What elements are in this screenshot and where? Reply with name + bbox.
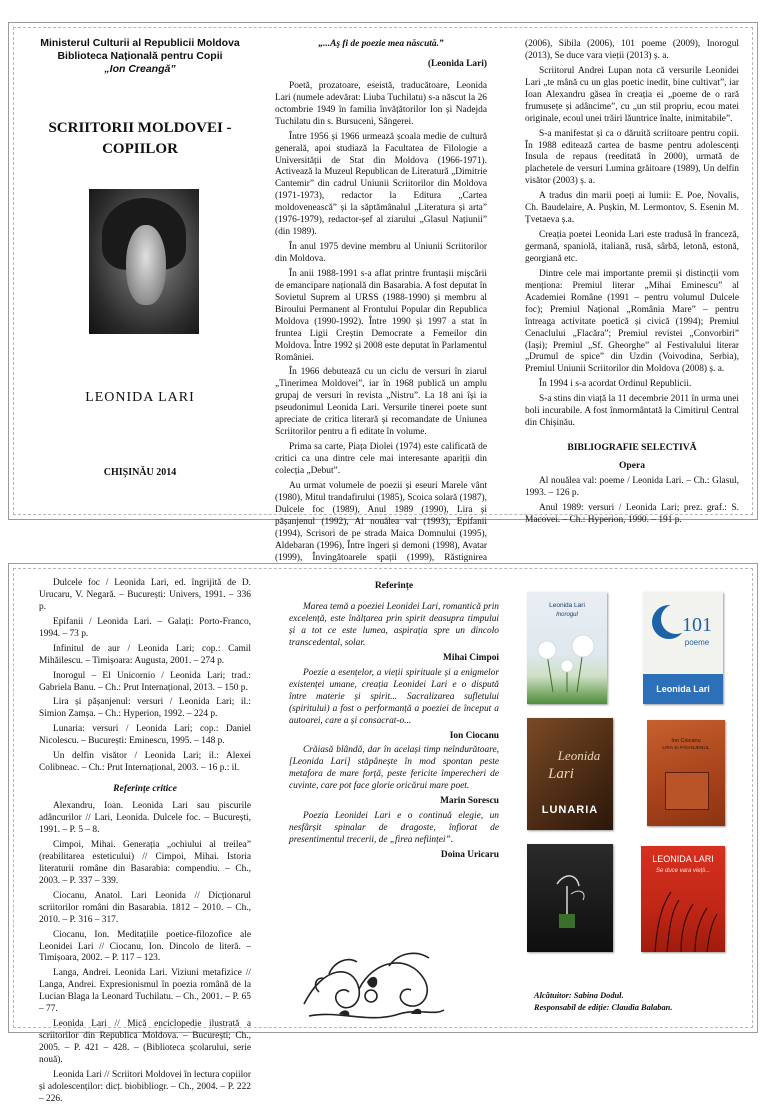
critic-name: Mihai Cimpoi: [443, 652, 499, 663]
series-title: [27, 118, 253, 159]
critical-reference: Ciocanu, Anatol. Lari Leonida // Dicționarul scriitorilor români din Basarabia. 1812 – 2010. – Ch., 2010. – P. 316 – 317.: [39, 890, 251, 925]
bio-paragraph: În 1966 debutează cu un ciclu de versuri în ziarul „Tinerimea Moldovei”, iar în 1968 publică un amplu grupaj de versuri în revista „Nistru”. La 18 ani își ia pseudonimul Leonida Lari. Versurile tinerei poete sunt apreciate de critica literară și recomandate de Uniunea Scriitorilor pentru a fi editate în volume.: [275, 367, 487, 438]
series-title-line2: COPIILOR: [102, 140, 178, 157]
reeds-icon: [641, 846, 725, 952]
bibliography-continued-panel: [39, 578, 251, 1104]
book-cover-se-duce-vara-vietii: [641, 846, 725, 952]
references-heading: Referințe: [374, 580, 414, 591]
author-name: LEONIDA LARI: [85, 390, 195, 405]
credits: [534, 990, 744, 1014]
bio-paragraph: În anul 1975 devine membru al Uniunii Scriitorilor din Moldova.: [275, 242, 487, 264]
critical-reference: Leonida Lari // Scriitori Moldovei în lectura copiilor și adolescenților: dicț. biobibliogr. – Ch., 2004. – P. 222 – 226.: [39, 1069, 251, 1104]
bio-paragraph: Creația poetei Leonida Lari este tradusă în franceză, germană, spaniolă, italiană, rusă, sârbă, letonă, estonă, georgiană etc.: [525, 230, 739, 264]
bibliography-entry: Anul 1989: versuri / Leonida Lari; prez. graf.: S. Macovei. – Ch.: Hyperion, 1990. – 191 p.: [525, 503, 739, 526]
brochure-outer-side: [8, 22, 758, 563]
critic-quote: Poezie a esențelor, a vieții spirituale și a enigmelor existenței umane, creația Leonidei Lari e o dispută între materie și spirit... Sacralizarea sufletului (spiritului) a fost o performanță a poeziei de început a autoarei, care a și consacrat-o...: [289, 667, 499, 726]
bio-paragraph: S-a manifestat și ca o dăruită scriitoare pentru copii. În 1988 editează cartea de basme pentru adolescenți Insula de repaus (reeditată în 2000), urmată de plachetele de versuri Lumina grăitoare (1989), Un delfin visător (2003) ș. a.: [525, 128, 739, 187]
critical-reference: Cimpoi, Mihai. Generația „ochiului al treilea” (reabilitarea esteticului) // Cimpoi, Mihai. Istoria literaturii române din Basarabia: compendiu. – Ch., 2003. – P. 337 – 339.: [39, 840, 251, 886]
critical-reference: Alexandru, Ioan. Leonida Lari sau piscurile adâncurilor // Lari, Leonida. Dulcele foc. – București, 1991. – P. 5 – 8.: [39, 801, 251, 836]
critic-quote: Poezia Leonidei Lari e o continuă elegie, un nesfârșit spinalar de dragoste, înfiorat de presentimentul trecerii, de „firea neființei”.: [289, 811, 499, 846]
book-cover-101-poeme: [643, 592, 723, 704]
cover-panel: [27, 37, 253, 507]
book-number: 101: [682, 614, 712, 636]
portrait-face: [126, 225, 166, 305]
bibliography-entry: Un delfin visător / Leonida Lari; il.: Alexei Colibneac. – Ch.: Prut Internațional, 2003. – 16 p.: il.: [39, 751, 251, 774]
book-cover-inorogul: [527, 592, 607, 704]
bio-paragraph: În 1994 i s-a acordat Ordinul Republicii.: [539, 379, 692, 390]
book-cover-lunaria: [527, 718, 613, 830]
book-title: poeme: [684, 638, 710, 647]
bio-paragraph: Poetă, prozatoare, eseistă, traducătoare, Leonida Lari (numele adevărat: Liuba Tuchilatu) s-a născut la 26 octombrie 1949 în familia învățătorilor Ion și Nadejda Tuchilatu din s. Bursuceni, Sângerei.: [275, 80, 487, 127]
book-title: LIRA ȘI PĂIANJENUL: [662, 746, 710, 751]
book-author: LEONIDA LARI: [652, 854, 714, 864]
critic-name: Marin Sorescu: [440, 796, 499, 807]
bio-paragraph: În anii 1988-1991 s-a aflat printre fruntașii mișcării de emancipare națională din Basarabia. A fost deputat în Sovietul Suprem al URSS (1988-1990) și membru al Biroului Permanent al Frontului Popular din Republica Moldova (1990-1992). Între 1990 și 1997 a stat în fruntea Ligii Creștin Democrate a Femeilor din Moldova. Între 1992 și 2008 este deputat în Parlamentul României.: [275, 268, 487, 363]
dandelion-icon: [527, 592, 607, 704]
author-portrait: [89, 189, 199, 334]
bio-paragraph: Între 1956 și 1966 urmează școala medie de cultură generală, apoi studiază la Facultatea de Filologie a Universității de Stat din Moldova (1966-1971). Activează la Muzeul Republican de Literatură „Dimitrie Cantemir” din cadrul Uniunii Scriitorilor din Moldova (1971-1973), redactor la Editura „Cartea moldovenească” și la săptămânalul „Literatura și arta” (1976-1979), redactor-șef al ziarului „Glasul Națiunii” (din 1989).: [275, 131, 487, 238]
opera-subheading: Opera: [618, 460, 646, 472]
critical-reference: Ciocanu, Ion. Meditațiile poetice-filozofice ale Leonidei Lari // Ciocanu, Ion. Dincolo de literă. – Timișoara, 2002. – P. 117 – 123.: [39, 929, 251, 964]
bio-paragraph: Au urmat volumele de poezii și eseuri Marele vânt (1980), Mitul trandafirului (1985), Scoica solară (1987), Dulcele foc (1989), Anul 1989 (1990), Lira și pășanjenul (1992), Al nouălea val (1993), Epifanii (1994), Scrisori de pe strada Maica Domnului (1995), Aldebaran (1996), Între îngeri și demoni (1998), Avatar (1999), Învingătoarele spații (1999), Răstignirea: [275, 480, 487, 563]
bibliography-entry: Lira și pășanjenul: versuri / Leonida Lari; il.: Simion Zamșa. – Ch.: Hyperion, 1992. – 224 p.: [39, 697, 251, 720]
book-title: LUNARIA: [541, 804, 599, 816]
book-author-surname: Lari: [548, 766, 574, 782]
sprout-icon: [527, 844, 613, 952]
bio-paragraph: A tradus din marii poeți ai lumii: E. Poe, Novalis, Ch. Baudelaire, A. Pușkin, M. Lermontov, S. Esenin M. Țvetaeva ș.a.: [525, 191, 739, 226]
city-year: CHIȘINĂU 2014: [103, 467, 177, 478]
critical-reference: Langa, Andrei. Leonida Lari. Viziuni metafizice // Langa, Andrei. Expresionismul în poezia română de la Lucian Blaga la Leonard Tuchilatu. – Ch., 2001. – P. 65 – 77.: [39, 968, 251, 1015]
series-title-line1: SCRIITORII MOLDOVEI -: [48, 120, 232, 137]
bibliography-entry: Inorogul – El Unicornio / Leonida Lari; trad.: Gabriela Banu. – Ch.: Prut Internațional, 2013. – 150 p.: [39, 670, 251, 693]
floral-ornament-icon: [299, 944, 449, 1026]
critical-reference: Leonida Lari // Mică enciclopedie ilustrată a scriitorilor din Republica Moldova. – București; Ch., 2005. – P. 421 – 428. – (Biblioteca școlarului, serie nouă).: [39, 1019, 251, 1065]
epigraph: „...Aş fi de poezie mea născută.”: [318, 39, 444, 49]
book-title: Inorogul: [556, 612, 578, 618]
book-title: Se duce vara vieții...: [655, 868, 711, 874]
brochure-inner-side: [8, 563, 758, 1104]
critic-name: Ion Ciocanu: [449, 730, 499, 741]
critic-quote: Marea temă a poeziei Leonidei Lari, romantică prin excelență, este înălțarea prin spirit deasupra timpului și a tot ce este lumea, aspirația spre un dincolo transcedental, solar.: [289, 602, 499, 648]
bio-paragraph: S-a stins din viață la 11 decembrie 2011 în urma unei boli incurabile. A fost înmormântată la Cimitirul Central din Chișinău.: [525, 394, 739, 429]
book-author: Leonida Lari: [549, 602, 585, 609]
critic-name: Doina Uricaru: [440, 849, 499, 860]
bibliography-entry: Infinitul de aur / Leonida Lari; cop.: Camil Mihăilescu. – Timișoara: Augusta, 2001. – 274 p.: [39, 643, 251, 666]
bibliography-entry: Dulcele foc / Leonida Lari, ed. îngrijită de D. Urucaru, V. Negară. – București: Univers, 1991. – 336 p.: [39, 578, 251, 612]
bio-paragraph: Prima sa carte, Piața Diolei (1974) este calificată de critici ca una dintre cele mai interesante apariții din colecția „Debut”.: [275, 442, 487, 476]
ministry-line: Ministerul Culturii al Republicii Moldova: [40, 37, 240, 49]
book-illustration: [665, 772, 709, 810]
ministry-header: [27, 37, 253, 76]
bio-paragraph: Scriitorul Andrei Lupan nota că versurile Leonidei Lari „te mână cu un glas poetic inedit, bine cultivat”, iar Ioan Alexandru găsea în creația ei „poeme de o rară frumusețe și adâncime”, cu „un stil propriu, ecou matei originale, ecoul unei trăiri lăuntrice înalte, inimitabile”.: [525, 65, 739, 124]
book-author: Ion Ciocanu: [671, 738, 701, 744]
biography-panel: [275, 39, 487, 563]
epigraph-author: (Leonida Lari): [427, 58, 487, 69]
compiler-line: Alcătuitor: Sabina Dodul.: [534, 991, 624, 1000]
editor-line: Responsabil de ediție: Claudia Balaban.: [534, 1002, 673, 1012]
book-cover-dark: [527, 844, 613, 952]
library-line: Biblioteca Națională pentru Copii: [57, 50, 223, 63]
bibliography-entry: Lunaria: versuri / Leonida Lari; cop.: Daniel Nicolescu. – București: Eminescu, 1995. – 148 p.: [39, 724, 251, 747]
critical-references-heading: Referințe critice: [113, 783, 177, 795]
book-covers-panel: [521, 592, 741, 1002]
biography-continued-panel: [525, 39, 739, 526]
bibliography-heading: BIBLIOGRAFIE SELECTIVĂ: [567, 442, 697, 454]
bibliography-entry: Al nouălea val: poeme / Leonida Lari. – Ch.: Glasul, 1993. – 126 p.: [525, 476, 739, 499]
book-author: Leonida Lari: [656, 684, 710, 694]
references-panel: [289, 580, 499, 940]
book-cover-lira-si-paianjenul: [647, 720, 725, 826]
library-name: „Ion Creangă”: [104, 63, 176, 76]
bio-paragraph: (2006), Sibila (2006), 101 poeme (2009), Inorogul (2013), Se duce vara vieții (2013) ș. a.: [525, 39, 739, 61]
critic-quote: Crăiasă blândă, dar în același timp neîndurătoare, [Leonida Lari] stăpânește în mod spontan peste metafora de mare forță, peste fericite împerecheri de cuvinte, care pot face glorie oricărui mare poet.: [289, 745, 499, 792]
bio-paragraph: Dintre cele mai importante premii și distincții vom menționa: Premiul literar „Mihai Eminescu” al Academiei Române (1991 – pentru volumul Dulcele foc); Premiul Național „România Mare” – pentru întreaga activitate poetică și civică (1994); Premiul Cenaclului „Flacăra”; Premiul revistei „Convorbiri” (Iași); Premiul „Sf. Gheorghe” al Festivalului literar „Drumul de spice” din Uzdin (Voivodina, Serbia), Premiul Uniunii Scriitorilor din Moldova (2008) ș. a.: [525, 268, 739, 375]
bibliography-entry: Epifanii / Leonida Lari. – Galați: Porto-Franco, 1994. – 73 p.: [39, 616, 251, 639]
book-author: Leonida: [557, 748, 601, 763]
